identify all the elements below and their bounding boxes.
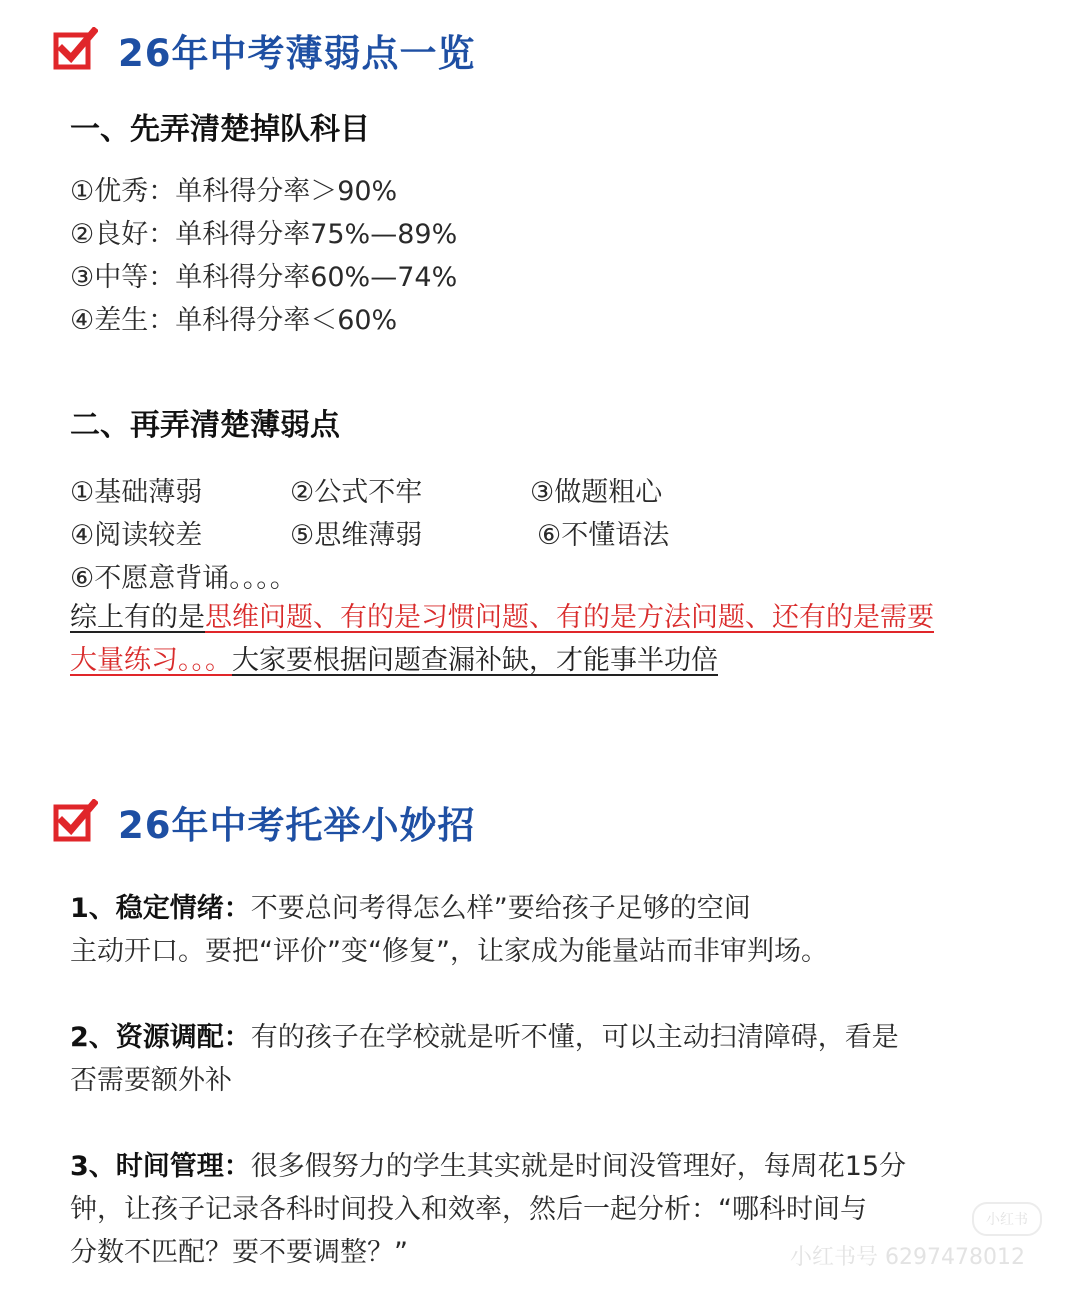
tip-2 (70, 1016, 970, 1102)
grade-item: ①优秀：单科得分率＞90% (70, 176, 398, 207)
weakness-item: ④阅读较差 (70, 520, 203, 551)
watermark-text: 小红书号 6297478012 (790, 1245, 1025, 1270)
tip-label: 3、时间管理： (70, 1151, 251, 1182)
summary-part-b: 思维问题、有的是习惯问题、有的是方法问题、还有的是需要 (205, 602, 934, 633)
section1-header (52, 26, 476, 74)
weakness-item: ②公式不牢 (290, 477, 423, 508)
tip-text: 钟，让孩子记录各科时间投入和效率，然后一起分析：“哪科时间与 (70, 1194, 867, 1225)
weakness-item: ⑤思维薄弱 (290, 520, 423, 551)
grade-item: ③中等：单科得分率60%—74% (70, 262, 458, 293)
tip-text: 不要总问考得怎么样”要给孩子足够的空间 (250, 893, 751, 924)
tip-text: 主动开口。要把“评价”变“修复”，让家成为能量站而非审判场。 (70, 936, 828, 967)
section2-header (52, 798, 476, 846)
weakness-item: ①基础薄弱 (70, 477, 203, 508)
weakness-item-extra: ⑥不愿意背诵。。。。 (70, 563, 297, 594)
weakness-item: ⑥不懂语法 (537, 520, 670, 551)
part2-heading: 二、再弄清楚薄弱点 (70, 408, 340, 443)
watermark-badge: 小红书 (972, 1202, 1042, 1236)
summary-line-2 (70, 639, 718, 682)
tip-1 (70, 887, 970, 973)
tip-text: 很多假努力的学生其实就是时间没管理好，每周花15分 (250, 1151, 907, 1182)
summary-line-1 (70, 596, 934, 639)
tip-text: 分数不匹配？要不要调整？” (70, 1237, 408, 1268)
section2-title: 26年中考托举小妙招 (118, 804, 476, 847)
section1-title: 26年中考薄弱点一览 (118, 32, 476, 75)
summary-part-a: 综上有的是 (70, 602, 205, 633)
part1-heading: 一、先弄清楚掉队科目 (70, 112, 370, 147)
checkbox-check-icon (52, 27, 98, 73)
tip-text: 有的孩子在学校就是听不懂，可以主动扫清障碍，看是 (250, 1022, 899, 1053)
tip-text: 否需要额外补 (70, 1065, 232, 1096)
checkbox-check-icon (52, 799, 98, 845)
grade-item: ②良好：单科得分率75%—89% (70, 219, 458, 250)
tip-label: 1、稳定情绪： (70, 893, 251, 924)
summary-part-d: 大家要根据问题查漏补缺，才能事半功倍 (232, 645, 718, 676)
tip-label: 2、资源调配： (70, 1022, 251, 1053)
weakness-item: ③做题粗心 (530, 477, 663, 508)
summary-part-c: 大量练习。。。 (70, 645, 232, 676)
grade-item: ④差生：单科得分率＜60% (70, 305, 398, 336)
